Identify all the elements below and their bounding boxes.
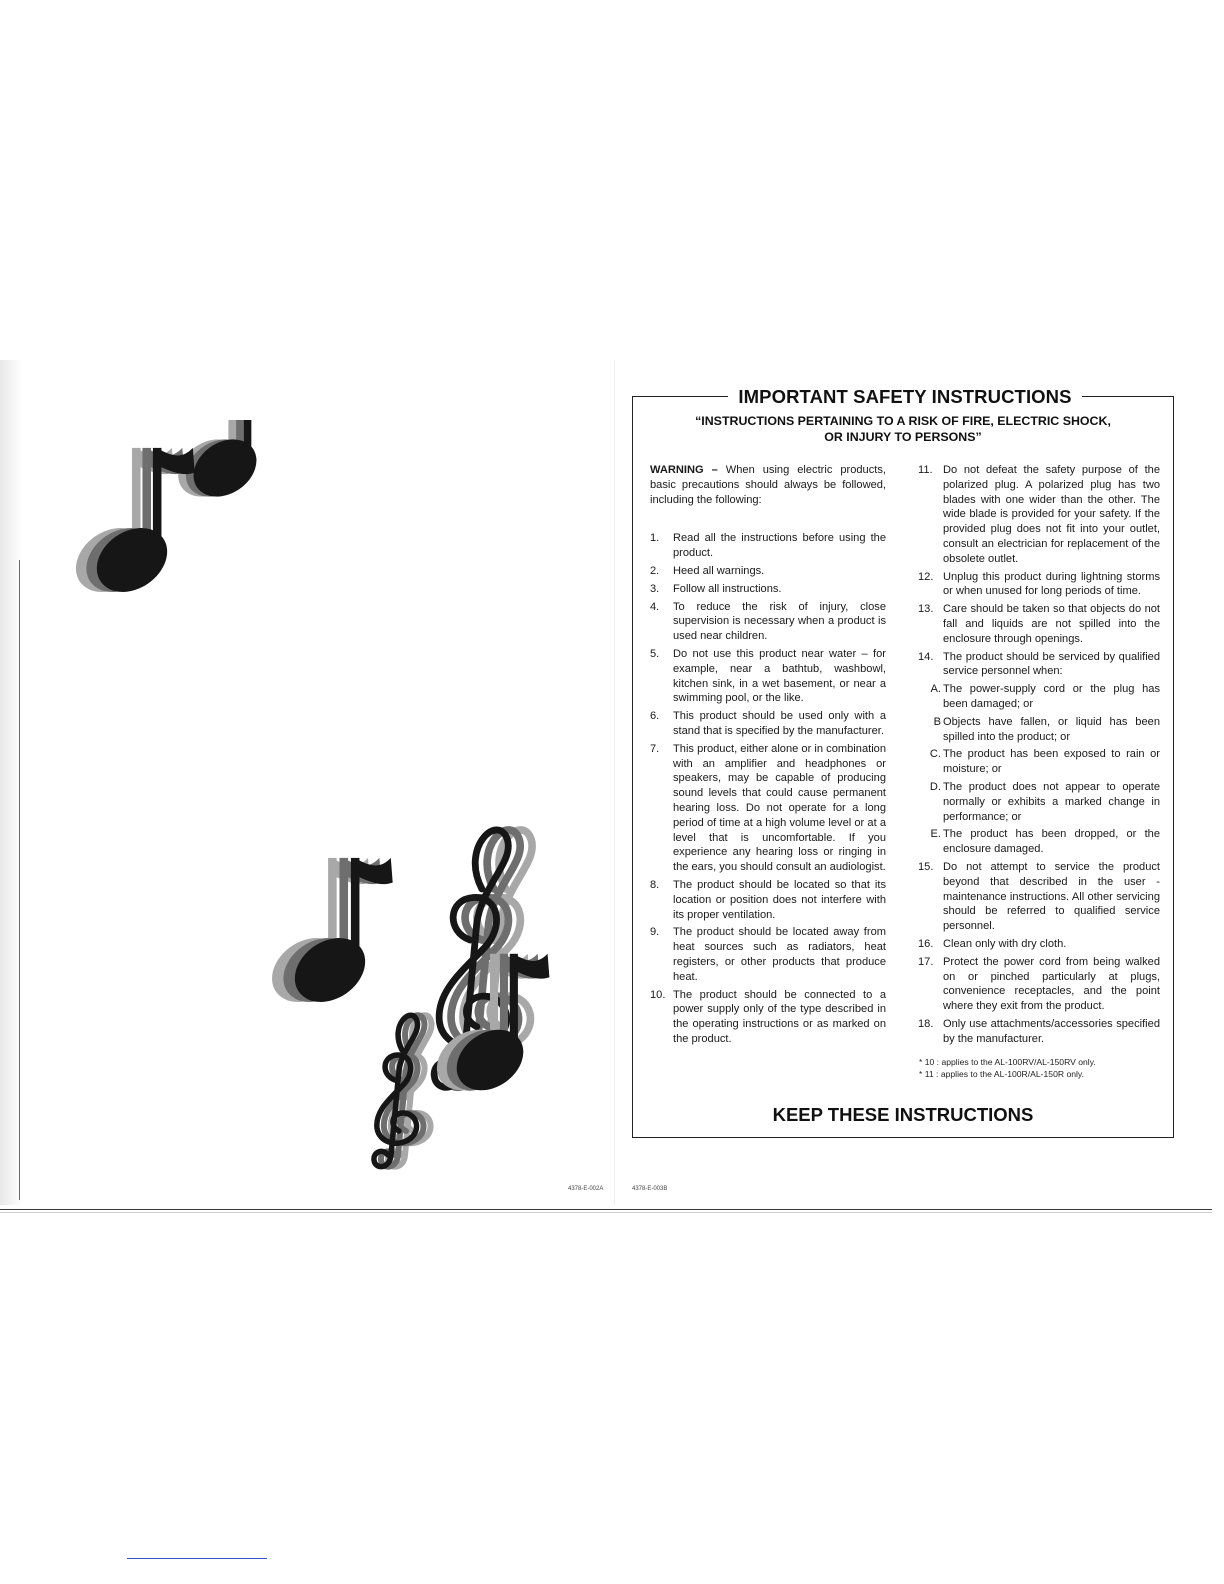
bottom-rule [127, 1558, 267, 1559]
item-number: 17. [918, 955, 934, 968]
item-number: 5. [650, 647, 660, 660]
scan-bottom-edge-shadow [0, 1212, 1212, 1213]
item-number: 10. [650, 988, 666, 1001]
item-text: Do not defeat the safety purpose of the polarized plug. A polarized plug has two blades with one wider than the other. The wide blade is provided for your safety. If the provided plug does not fit into your outlet, consult an electrician for replacement of the obsolete outlet. [943, 464, 1160, 565]
warning-paragraph [650, 463, 886, 507]
item-text: Care should be taken so that objects do not fall and liquids are not spilled into the enclosure through openings. [943, 603, 1160, 645]
item-text: The product should be connected to a power supply only of the type described in the operating instructions or as marked on the product. [673, 988, 886, 1045]
box-top-border-left [632, 396, 728, 397]
treble-clef-icon [374, 1015, 432, 1166]
subtitle-line-2: OR INJURY TO PERSONS” [824, 430, 982, 444]
list-item [918, 937, 1160, 952]
sub-list-item [918, 682, 1160, 712]
item-text: Unplug this product during lightning storms or when unused for long periods of time. [943, 570, 1160, 598]
sub-item-text: The product has been exposed to rain or moisture; or [943, 748, 1160, 776]
item-text: Only use attachments/accessories specified by the manufacturer. [943, 1017, 1160, 1045]
item-number: 12. [918, 570, 934, 583]
item-text: This product should be used only with a stand that is specified by the manufacturer. [673, 710, 886, 737]
item-text: Protect the power cord from being walked on or pinched particularly at plugs, convenience receptacles, and the point where they exit from the product. [943, 955, 1160, 1013]
page-code-left: 4378-E-002A [568, 1186, 604, 1192]
item-number: 2. [650, 564, 660, 577]
sub-item-letter: D. [929, 780, 941, 793]
list-item [650, 925, 886, 984]
sub-list-item [918, 827, 1160, 857]
item-text: Clean only with dry cloth. [943, 937, 1067, 950]
item-text: To reduce the risk of injury, close supervision is necessary when a product is used near children. [673, 600, 886, 643]
list-item [650, 878, 886, 922]
warning-text: When using electric products, basic precautions should always be followed, including the following: [650, 464, 886, 506]
list-item [650, 582, 886, 597]
service-conditions-list [918, 682, 1160, 857]
sub-item-text: The power-supply cord or the plug has been damaged; or [943, 683, 1160, 710]
item-number: 15. [918, 860, 934, 873]
sub-item-letter: A. [930, 683, 941, 696]
item-number: 7. [650, 742, 660, 755]
sub-item-text: Objects have fallen, or liquid has been spilled into the product; or [943, 715, 1160, 743]
list-item [650, 600, 886, 644]
music-note-icon [64, 448, 195, 605]
sub-item-letter: C. [929, 748, 941, 761]
item-number: 1. [650, 532, 660, 545]
music-note-icon [260, 858, 393, 1015]
item-number: 13. [918, 603, 934, 616]
scan-edge-line [19, 560, 20, 1200]
list-item [918, 602, 1160, 646]
sub-item-text: The product does not appear to operate normally or exhibits a marked change in performance; or [943, 780, 1160, 823]
sub-item-text: The product has been dropped, or the enclosure damaged. [943, 828, 1160, 856]
list-item [650, 647, 886, 706]
item-number: 11. [918, 464, 933, 476]
list-item [650, 709, 886, 739]
item-text: Heed all warnings. [673, 564, 765, 577]
item-number: 14. [918, 650, 934, 663]
list-item [918, 650, 1160, 680]
list-item [918, 955, 1160, 1014]
item-text: The product should be serviced by qualified service personnel when: [943, 650, 1160, 678]
list-item [918, 1017, 1160, 1047]
instruction-list-right [918, 463, 1160, 679]
sub-item-letter: E. [930, 828, 941, 841]
subtitle [652, 413, 1154, 445]
sub-item-letter: B [933, 715, 941, 728]
instruction-list-right-cont [918, 860, 1160, 1047]
scan-bottom-edge [0, 1209, 1212, 1210]
item-text: Do not attempt to service the product beyond that described in the user - maintenance instructions. All other servicing should be referred to qualified service personnel. [943, 860, 1160, 933]
list-item [650, 742, 886, 875]
instruction-list-left [650, 531, 886, 1046]
sub-list-item [918, 780, 1160, 824]
footnote: * 10 : applies to the AL-100RV/AL-150RV only. [919, 1057, 1096, 1068]
item-text: Do not use this product near water – for example, near a bathtub, washbowl, kitchen sink, in a wet basement, or near a swimming pool, or the like. [673, 647, 886, 705]
item-number: 4. [650, 600, 660, 613]
box-top-border-right [1082, 396, 1174, 397]
item-text: The product should be located away from heat sources such as radiators, heat registers, or other products that produce heat. [673, 926, 886, 983]
item-text: The product should be located so that its location or position does not interfere with its proper ventilation. [673, 878, 886, 921]
item-text: Read all the instructions before using the product. [673, 532, 886, 560]
item-number: 8. [650, 878, 660, 891]
sub-list-item [918, 715, 1160, 745]
list-item [650, 531, 886, 561]
keep-instructions-heading: KEEP THESE INSTRUCTIONS [772, 1104, 1034, 1125]
item-number: 3. [650, 582, 660, 595]
page-title: IMPORTANT SAFETY INSTRUCTIONS [738, 386, 1072, 407]
sub-list-item [918, 747, 1160, 777]
item-text: This product, either alone or in combination with an amplifier and headphones or speakers, may be capable of producing sound levels that could cause permanent hearing loss. Do not operate for a long period of time at a high volume level or at a level that is uncomfortable. If you experience any hearing loss or ringing in the ears, you should consult an audiologist. [673, 742, 886, 874]
list-item [918, 860, 1160, 934]
music-notes-illustration [60, 420, 620, 1180]
warning-label: WARNING – [650, 464, 718, 476]
item-number: 6. [650, 710, 660, 723]
right-column [918, 463, 1160, 1080]
subtitle-line-1: “INSTRUCTIONS PERTAINING TO A RISK OF FIRE, ELECTRIC SHOCK, [695, 414, 1111, 428]
item-number: 16. [918, 937, 934, 950]
item-text: Follow all instructions. [673, 582, 782, 595]
list-item [650, 564, 886, 579]
footnote: * 11 : applies to the AL-100R/AL-150R only. [919, 1069, 1084, 1080]
left-column [650, 463, 886, 1050]
item-number: 9. [650, 926, 660, 939]
list-item [918, 570, 1160, 600]
list-item [918, 463, 1160, 567]
item-number: 18. [918, 1017, 934, 1030]
list-item [650, 988, 886, 1047]
footnotes [918, 1056, 1160, 1080]
page-code-right: 4378-E-003B [632, 1186, 668, 1192]
